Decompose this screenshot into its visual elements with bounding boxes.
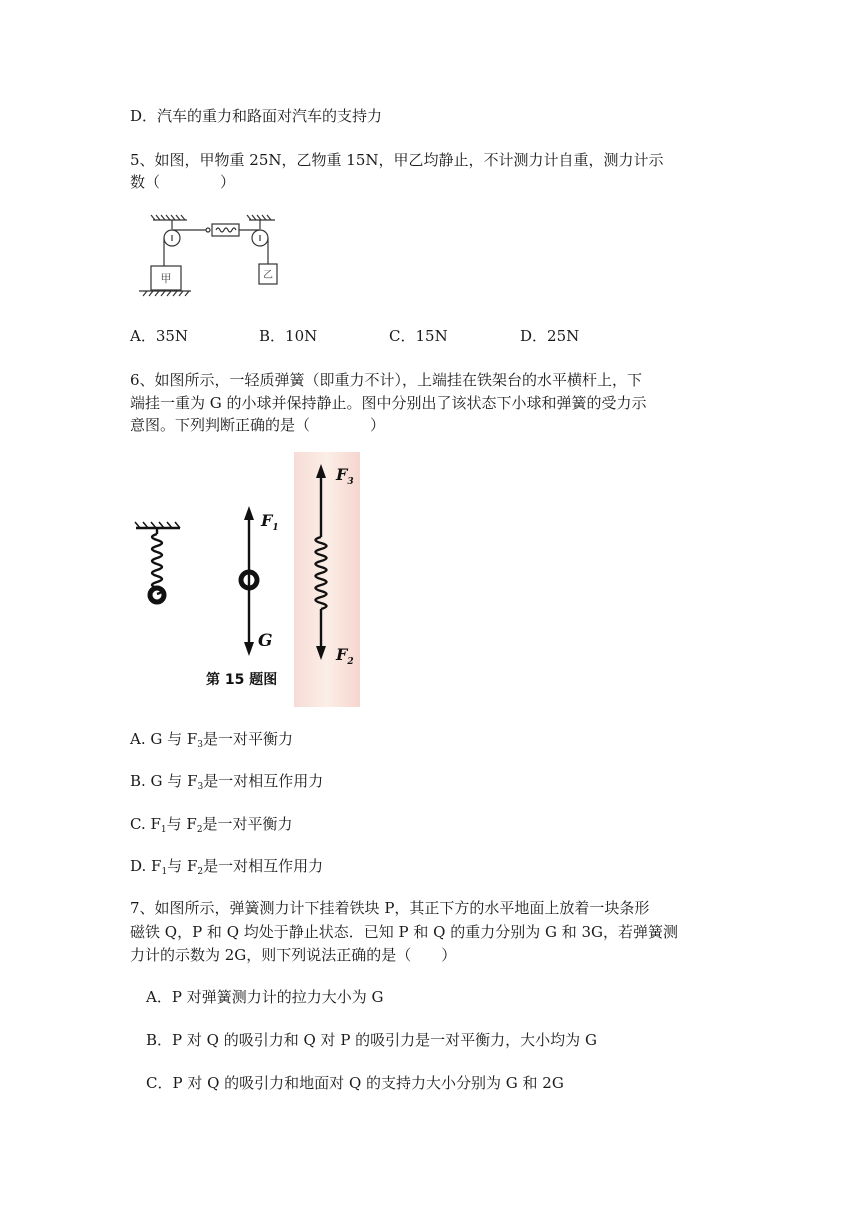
q5-option-a[interactable]: A．35N <box>130 327 189 345</box>
block-jia-label: 甲 <box>160 272 172 285</box>
q5-stem-line-1: 5、如图，甲物重 25N，乙物重 15N，甲乙均静止，不计测力计自重，测力计示 <box>130 151 664 169</box>
q6-option-c[interactable]: C. $F_1$与 $F_2$是一对平衡力 <box>130 815 293 835</box>
g-label: G <box>258 631 273 651</box>
q5-pulley-figure <box>135 212 280 304</box>
figure-caption: 第 15 题图 <box>206 672 278 688</box>
q4-option-d: D．汽车的重力和路面对汽车的支持力 <box>130 107 383 125</box>
q7-option-a[interactable]: A．P 对弹簧测力计的拉力大小为 G <box>146 988 384 1006</box>
q5-option-b[interactable]: B．10N <box>259 327 318 345</box>
q6-option-a[interactable]: A. G 与 $F_3$是一对平衡力 <box>130 730 294 750</box>
q7-stem-line-3: 力计的示数为 2G，则下列说法正确的是（ ） <box>130 946 457 964</box>
q6-stem-line-1: 6、如图所示，一轻质弹簧（即重力不计），上端挂在铁架台的水平横杆上，下 <box>130 371 643 389</box>
block-yi-label: 乙 <box>263 270 273 281</box>
q6-option-b[interactable]: B. G 与 $F_3$是一对相互作用力 <box>130 772 324 792</box>
q6-stem-line-2: 端挂一重为 G 的小球并保持静止。图中分别出了该状态下小球和弹簧的受力示 <box>130 394 647 412</box>
f2-label: F <box>336 645 348 664</box>
q6-stem-line-3: 意图。下列判断正确的是（ ） <box>130 416 386 434</box>
q7-option-c[interactable]: C．P 对 Q 的吸引力和地面对 Q 的支持力大小分别为 G 和 2G <box>146 1074 564 1092</box>
svg-text:F3: $F_3$ <box>336 465 354 487</box>
svg-text:F1: $F_1$ <box>261 511 279 533</box>
q7-stem-line-1: 7、如图所示，弹簧测力计下挂着铁块 P，其正下方的水平地面上放着一块条形 <box>130 899 650 917</box>
q5-stem-line-2: 数（ ） <box>130 173 236 191</box>
f1-label: F <box>261 511 273 530</box>
q7-stem-line-2: 磁铁 Q，P 和 Q 均处于静止状态．已知 P 和 Q 的重力分别为 G 和 3G，若弹簧测 <box>130 923 679 941</box>
q5-option-c[interactable]: C．15N <box>389 327 448 345</box>
q6-spring-force-figure <box>128 452 360 707</box>
f3-label: F <box>336 465 348 484</box>
q7-option-b[interactable]: B．P 对 Q 的吸引力和 Q 对 P 的吸引力是一对平衡力，大小均为 G <box>146 1031 597 1049</box>
svg-text:F2: $F_2$ <box>336 645 354 667</box>
q6-option-d[interactable]: D. $F_1$与 $F_2$是一对相互作用力 <box>130 857 324 877</box>
q5-option-d[interactable]: D．25N <box>520 327 580 345</box>
